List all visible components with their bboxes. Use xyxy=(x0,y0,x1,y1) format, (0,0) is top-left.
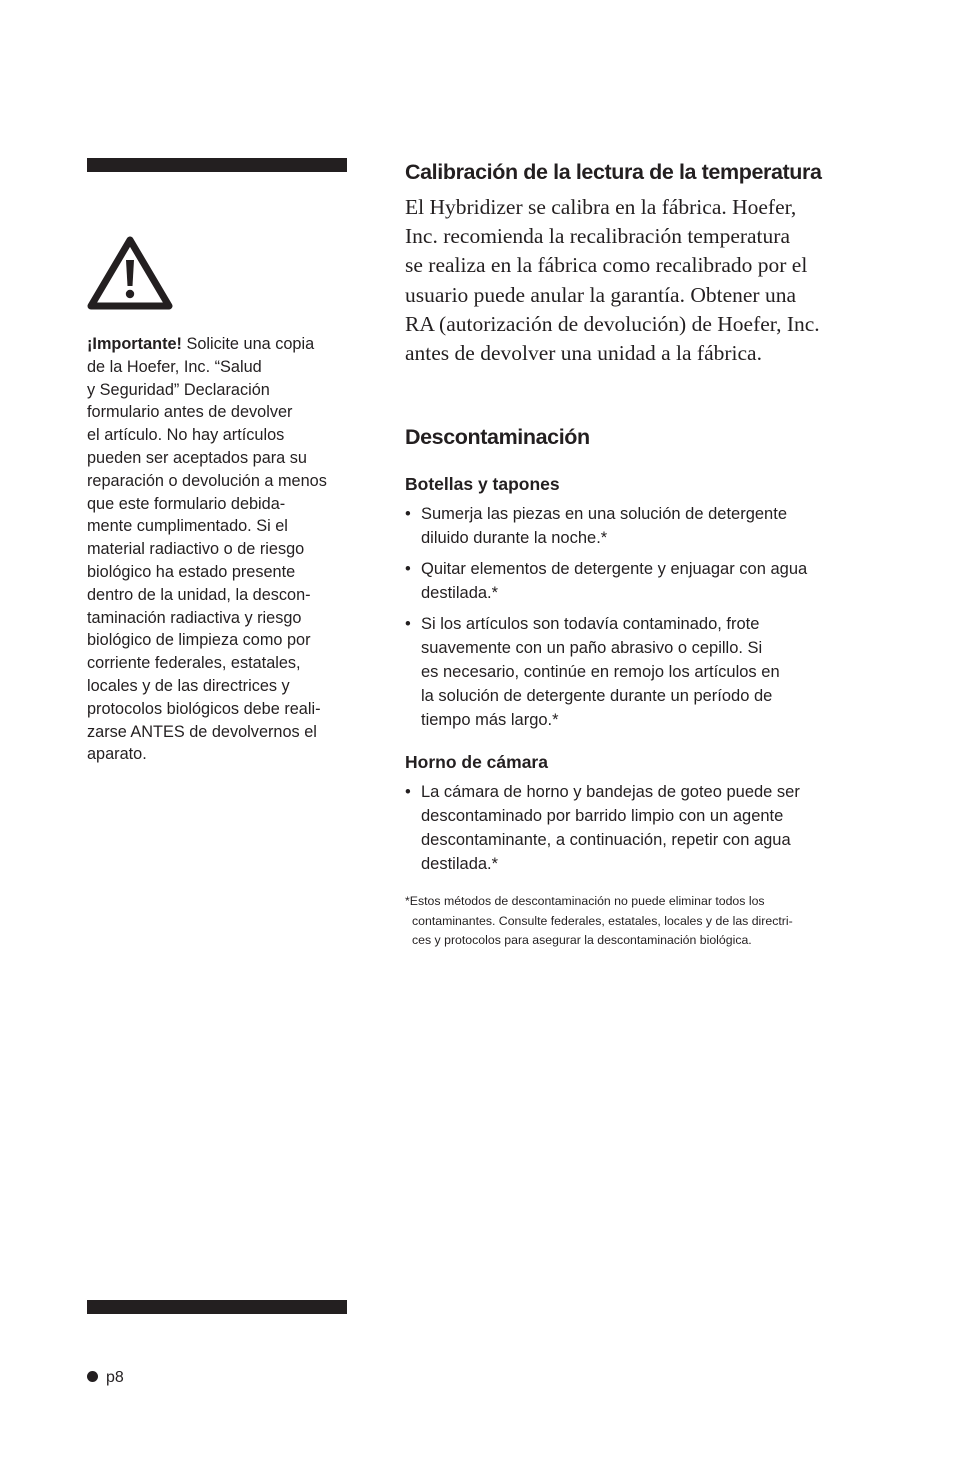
page-number-text: p8 xyxy=(106,1369,124,1386)
note-line: y Seguridad” Declaración xyxy=(87,380,270,399)
item-line: descontaminado por barrido limpio con un agente xyxy=(421,807,784,826)
bottles-list xyxy=(405,502,875,732)
item-line: descontaminante, a continuación, repetir con agua xyxy=(421,831,791,850)
item-line: destilada.* xyxy=(421,855,499,874)
note-line: de la Hoefer, Inc. “Salud xyxy=(87,357,262,376)
note-line: dentro de la unidad, la descon- xyxy=(87,585,311,604)
note-line: locales y de las directrices y xyxy=(87,676,290,695)
item-line: destilada.* xyxy=(421,584,499,603)
list-item xyxy=(405,780,875,876)
paragraph-line: RA (autorización de devolución) de Hoefer, Inc. xyxy=(405,311,820,336)
note-line: material radiactivo o de riesgo xyxy=(87,540,305,559)
item-line: Quitar elementos de detergente y enjuagar con agua xyxy=(421,560,808,579)
note-line: Solicite una copia xyxy=(186,335,315,353)
note-line: protocolos biológicos debe reali- xyxy=(87,699,321,718)
list-item xyxy=(405,557,875,605)
item-line: tiempo más largo.* xyxy=(421,711,559,730)
note-line: zarse ANTES de devolvernos el xyxy=(87,722,317,741)
note-line: biológico de limpieza como por xyxy=(87,631,311,650)
paragraph-line: se realiza en la fábrica como recalibrado por el xyxy=(405,253,808,278)
item-line: es necesario, continúe en remojo los artículos en xyxy=(421,663,780,682)
note-line: aparato. xyxy=(87,745,147,764)
item-line: Si los artículos son todavía contaminado, frote xyxy=(421,615,760,634)
footnote-line: contaminantes. Consulte federales, estatales, locales y de las directri- xyxy=(412,913,793,928)
bullet-dot-icon xyxy=(87,1371,98,1382)
item-line: Sumerja las piezas en una solución de detergente xyxy=(421,505,787,524)
item-line: la solución de detergente durante un período de xyxy=(421,687,773,706)
decontamination-heading: Descontaminación xyxy=(405,425,590,450)
note-line: formulario antes de devolver xyxy=(87,403,293,422)
paragraph-line: El Hybridizer se calibra en la fábrica. Hoefer, xyxy=(405,195,797,219)
important-label: ¡Importante! xyxy=(87,335,182,353)
top-rule xyxy=(87,158,347,172)
paragraph-line: Inc. recomienda la recalibración temperatura xyxy=(405,224,790,249)
page-number xyxy=(87,1367,124,1389)
footnote-line: ces y protocolos para asegurar la descontaminación biológica. xyxy=(412,933,752,948)
note-line: que este formulario debida- xyxy=(87,494,286,513)
note-line: mente cumplimentado. Si el xyxy=(87,517,288,536)
main-content xyxy=(405,155,875,951)
note-line: taminación radiactiva y riesgo xyxy=(87,608,302,627)
oven-list xyxy=(405,780,875,876)
footnote-line: *Estos métodos de descontaminación no puede eliminar todos los xyxy=(405,894,765,909)
calibration-heading: Calibración de la lectura de la temperatura xyxy=(405,160,822,184)
list-item xyxy=(405,612,875,732)
warning-triangle-icon xyxy=(86,234,174,312)
note-line: el artículo. No hay artículos xyxy=(87,426,285,445)
bottom-rule xyxy=(87,1300,347,1314)
calibration-paragraph xyxy=(405,193,875,368)
important-note xyxy=(87,333,349,766)
footnote xyxy=(405,892,875,951)
item-line: La cámara de horno y bandejas de goteo puede ser xyxy=(421,783,800,802)
note-line: pueden ser aceptados para su xyxy=(87,448,307,467)
list-item xyxy=(405,502,875,550)
paragraph-line: usuario puede anular la garantía. Obtener una xyxy=(405,282,797,307)
item-line: diluido durante la noche.* xyxy=(421,529,608,548)
bottles-heading: Botellas y tapones xyxy=(405,474,560,495)
note-line: biológico ha estado presente xyxy=(87,562,296,581)
note-line: corriente federales, estatales, xyxy=(87,654,301,673)
item-line: suavemente con un paño abrasivo o cepillo. Si xyxy=(421,639,763,658)
paragraph-line: antes de devolver una unidad a la fábrica. xyxy=(405,341,762,366)
note-line: reparación o devolución a menos xyxy=(87,471,327,490)
oven-heading: Horno de cámara xyxy=(405,752,548,773)
